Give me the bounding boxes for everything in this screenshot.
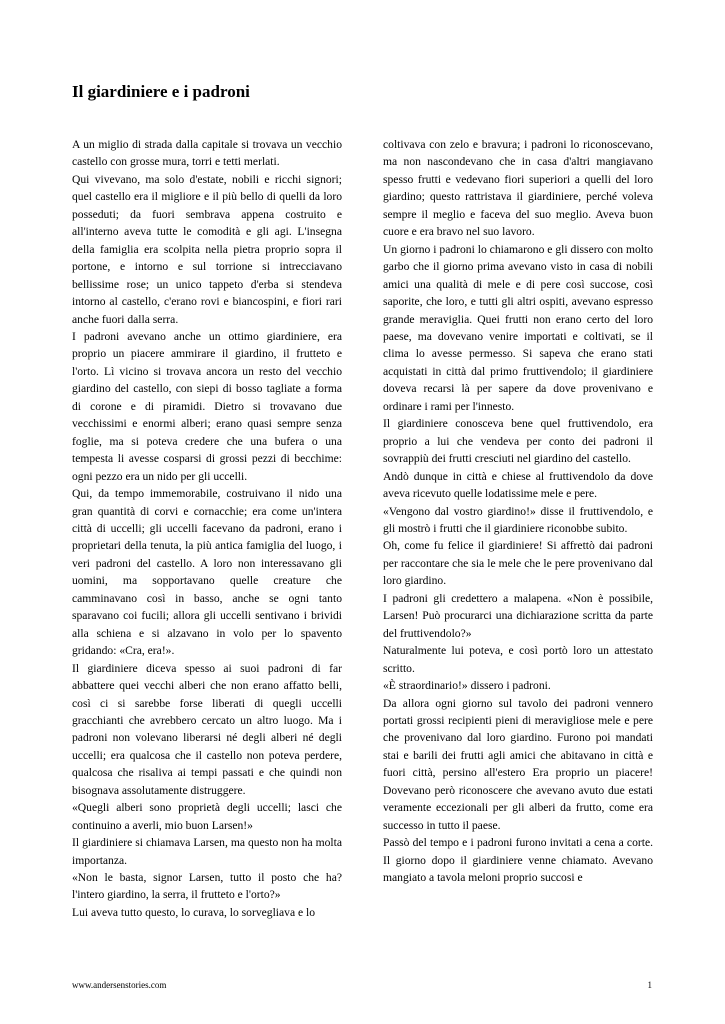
- paragraph: I padroni gli credettero a malapena. «Non è possibile, Larsen! Può procurarci una dichiarazione scritta da parte del fruttivendolo?»: [383, 591, 653, 640]
- paragraph: Il giardiniere si chiamava Larsen, ma questo non ha molta importanza.: [72, 836, 342, 867]
- paragraph: coltivava con zelo e bravura; i padroni lo riconoscevano, ma non nascondevano che in casa d'altri mangiavano spesso frutti e vedevano fiori superiori a quelli del loro giardino; questo rattristava il giardiniere, perché voleva sempre il meglio e faceva del suo meglio. Aveva buon cuore e era bravo nel suo lavoro.: [383, 138, 653, 239]
- paragraph: Naturalmente lui poteva, e così portò loro un attestato scritto.: [383, 644, 653, 675]
- paragraph: «Vengono dal vostro giardino!» disse il fruttivendolo, e gli mostrò i frutti che il giardiniere riconobbe subito.: [383, 504, 653, 535]
- paragraph: Qui, da tempo immemorabile, costruivano il nido una gran quantità di corvi e cornacchie; era come un'intera città di uccelli; gli uccelli facevano da padroni, erano i proprietari della tenuta, la più antica famiglia del luogo, i veri padroni del castello. A loro non interessavano gli uomini, ma sopportavano quelle creature che camminavano così in basso, anche se ogni tanto sparavano coi fucili; allora gli uccelli sentivano i brividi alla schiena e si alzavano in volo per lo spavento gridando: «Cra, era!».: [72, 487, 342, 658]
- paragraph: Il giardiniere diceva spesso ai suoi padroni di far abbattere quei vecchi alberi che non erano affatto belli, così ci si sarebbe forse liberati di quegli uccelli gracchianti che avrebbero cercato un altro luogo. Ma i padroni non volevano liberarsi né degli alberi né degli uccelli; era qualcosa che il castello non poteva perdere, qualcosa che risaliva ai tempi passati e che quindi non bisognava assolutamente distruggere.: [72, 661, 342, 797]
- paragraph: Da allora ogni giorno sul tavolo dei padroni vennero portati grossi recipienti pieni di meravigliose mele e pere che provenivano dal loro giardino. Furono poi mandati stai e barili dei frutti agli amici che abitavano in città e fuori città, persino all'estero Era proprio un piacere! Dovevano però riconoscere che avevano avuto due estati veramente eccezionali per gli alberi da frutto, come era successo in tutto il paese.: [383, 696, 653, 832]
- paragraph: Qui vivevano, ma solo d'estate, nobili e ricchi signori; quel castello era il migliore e il più bello di quelli da loro posseduti; da fuori sembrava appena costruito e all'interno aveva tutte le comodità e gli agi. L'insegna della famiglia era scolpita nella pietra proprio sopra il portone, e intorno e sul torrione si intrecciavano bellissime rose; un unico tappeto d'erba si stendeva intorno al castello, c'erano rovi e biancospini, e fiori rari anche fuori dalla serra.: [72, 172, 342, 326]
- paragraph: I padroni avevano anche un ottimo giardiniere, era proprio un piacere ammirare il giardino, il frutteto e l'orto. Lì vicino si trovava ancora un resto del vecchio giardino del castello, con siepi di bosso tagliate a forma di corone e di piramidi. Dietro si trovavano due vecchissimi e enormi alberi; erano quasi sempre senza foglie, ma si poteva credere che una bufera o una tempesta li avesse cosparsi di grossi pezzi di becchime: ogni pezzo era un nido per gli uccelli.: [72, 329, 342, 483]
- paragraph: Oh, come fu felice il giardiniere! Si affrettò dai padroni per raccontare che sia le mele che le pere provenivano dal loro giardino.: [383, 539, 653, 588]
- page-number: 1: [647, 980, 652, 990]
- paragraph: A un miglio di strada dalla capitale si trovava un vecchio castello con grosse mura, torri e tetti merlati.: [72, 138, 342, 169]
- paragraph: Il giardiniere conosceva bene quel fruttivendolo, era proprio a lui che vendeva per conto dei padroni il sovrappiù dei frutti cresciuti nel giardino del castello.: [383, 417, 653, 466]
- right-column: [383, 136, 653, 886]
- paragraph: «Quegli alberi sono proprietà degli uccelli; lasci che continuino a averli, mio buon Larsen!»: [72, 801, 342, 832]
- paragraph: Andò dunque in città e chiese al fruttivendolo da dove aveva ricevuto quelle lodatissime mele e pere.: [383, 469, 653, 501]
- paragraph: «È straordinario!» dissero i padroni.: [383, 679, 551, 693]
- paragraph: «Non le basta, signor Larsen, tutto il posto che ha? l'intero giardino, la serra, il frutteto e l'orto?»: [72, 871, 342, 902]
- paragraph: Un giorno i padroni lo chiamarono e gli dissero con molto garbo che il giorno prima avevano visto in casa di nobili amici una qualità di mele e di pere così succose, così saporite, che loro, e tutti gli altri ospiti, avevano espresso grande meraviglia. Quei frutti non erano certo del loro paese, ma dovevano venire importati e coltivati, se il clima lo avesse permesso. Si sapeva che erano stati acquistati in città dal primo fruttivendolo; il giardiniere doveva recarsi là per sapere da dove provenivano e ordinare i rami per l'innesto.: [383, 242, 653, 413]
- paragraph: Lui aveva tutto questo, lo curava, lo sorvegliava e lo: [72, 905, 316, 919]
- paragraph: Passò del tempo e i padroni furono invitati a cena a corte. Il giorno dopo il giardiniere venne chiamato. Avevano mangiato a tavola meloni proprio succosi e: [383, 836, 653, 885]
- page-title: Il giardiniere e i padroni: [72, 82, 250, 101]
- left-column: [72, 136, 342, 921]
- footer-website: www.andersenstories.com: [72, 980, 167, 990]
